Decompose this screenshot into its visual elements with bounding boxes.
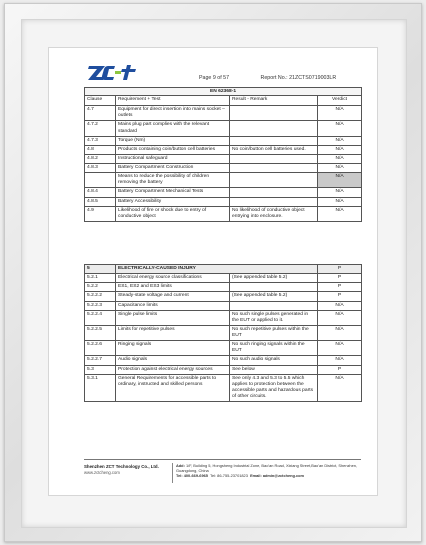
table-row: [85, 341, 362, 356]
requirements-table-clause-4: [84, 87, 362, 222]
clause-cell: 5.3.1: [85, 374, 116, 402]
requirements-table-clause-5: [84, 264, 362, 402]
clause-cell: 4.8.4: [85, 188, 116, 197]
result-cell: No such single pulses generated in the EUT or applied to it.: [230, 310, 318, 325]
result-cell: No such audio signals: [230, 356, 318, 365]
table-row: [85, 356, 362, 365]
requirement-cell: Products containing coin/button cell batteries: [116, 145, 230, 154]
requirement-cell: Equipment for direct insertion into mains socket – outlets: [116, 106, 230, 121]
result-cell: [230, 173, 318, 188]
zct-logo: [87, 63, 139, 83]
section-title: ELECTRICALLY-CAUSED INJURY: [116, 265, 318, 274]
verdict-cell: N/A: [318, 106, 362, 121]
table-row: [85, 365, 362, 374]
result-cell: (See appended table 5.2): [230, 292, 318, 301]
requirement-cell: Instructional safeguard: [116, 154, 230, 163]
section-clause: 5: [85, 265, 116, 274]
requirement-cell: General Requirements for accessible parts to ordinary, instructed and skilled persons: [116, 374, 230, 402]
report-number: Report No.: 21ZCTS0719003LR: [260, 75, 337, 81]
requirement-cell: Mains plug part complies with the relevant standard: [116, 121, 230, 136]
clause-cell: 5.2.1: [85, 274, 116, 283]
clause-cell: 4.8: [85, 145, 116, 154]
requirement-cell: Likelihood of fire or shock due to entry of conductive object: [116, 206, 230, 221]
table-row: [85, 374, 362, 402]
verdict-cell: N/A: [318, 325, 362, 340]
col-result: Result - Remark: [230, 96, 318, 106]
table-row: [85, 173, 362, 188]
verdict-cell: N/A: [318, 197, 362, 206]
footer-divider: [172, 463, 173, 483]
verdict-cell: P: [318, 292, 362, 301]
verdict-cell: N/A: [318, 206, 362, 221]
address-label: Add:: [176, 463, 185, 468]
col-verdict: Verdict: [318, 96, 362, 106]
clause-cell: [85, 173, 116, 188]
clause-cell: 5.2.2.3: [85, 301, 116, 310]
requirement-cell: Limits for repetitive pulses: [116, 325, 230, 340]
result-cell: [230, 121, 318, 136]
requirement-cell: ES1, ES2 and ES3 limits: [116, 283, 230, 292]
result-cell: See below: [230, 365, 318, 374]
clause-cell: 4.7: [85, 106, 116, 121]
result-cell: No likelihood of conductive object entrying into enclosure.: [230, 206, 318, 221]
verdict-cell: N/A: [318, 121, 362, 136]
result-cell: [230, 301, 318, 310]
clause-cell: 4.8.3: [85, 164, 116, 173]
table-row: [85, 121, 362, 136]
page-footer: [84, 459, 361, 489]
result-cell: [230, 154, 318, 163]
verdict-cell: N/A: [318, 173, 362, 188]
clause-cell: 5.2.2.6: [85, 341, 116, 356]
result-cell: See only 4.3 and 5.3 to 5.5 which applies to protection between the accessible parts and hazardous parts of other circuits.: [230, 374, 318, 402]
verdict-cell: N/A: [318, 154, 362, 163]
table-row: [85, 164, 362, 173]
company-website: www.zctcheng.com: [84, 470, 120, 475]
clause-cell: 4.7.2: [85, 121, 116, 136]
table-row: [85, 292, 362, 301]
section-row: [85, 265, 362, 274]
clause-cell: 5.2.2.2: [85, 292, 116, 301]
result-cell: No such repetitive pulses within the EUT: [230, 325, 318, 340]
page-header-info: [199, 75, 336, 81]
standard-title: EN 62368-1: [85, 88, 362, 96]
verdict-cell: N/A: [318, 356, 362, 365]
verdict-cell: N/A: [318, 145, 362, 154]
clause-cell: 4.8.2: [85, 154, 116, 163]
requirement-cell: Single pulse limits: [116, 310, 230, 325]
table-row: [85, 145, 362, 154]
result-cell: [230, 283, 318, 292]
table-row: [85, 188, 362, 197]
table-row: [85, 274, 362, 283]
address-text: 1/F, Building 5, Hongsheng Industrial Zone, Bao'an Road, Xixiang Street,Bao'an District, Shenzhen, Guangdong, China: [176, 463, 357, 474]
table-row: [85, 283, 362, 292]
requirement-cell: Torque (Nm): [116, 136, 230, 145]
email-address: Email: admin@zctcheng.com: [250, 473, 305, 479]
verdict-cell: N/A: [318, 188, 362, 197]
verdict-cell: P: [318, 274, 362, 283]
table-row: [85, 136, 362, 145]
result-cell: [230, 197, 318, 206]
table-row: [85, 106, 362, 121]
document-page: [48, 47, 378, 496]
verdict-cell: N/A: [318, 310, 362, 325]
result-cell: [230, 188, 318, 197]
clause-cell: 5.2.2.5: [85, 325, 116, 340]
table-row: [85, 206, 362, 221]
col-clause: Clause: [85, 96, 116, 106]
section-verdict: P: [318, 265, 362, 274]
result-cell: [230, 136, 318, 145]
footer-company-block: [84, 464, 174, 475]
requirement-cell: Ringing signals: [116, 341, 230, 356]
requirement-cell: Steady-state voltage and current: [116, 292, 230, 301]
verdict-cell: N/A: [318, 301, 362, 310]
fax-number: Tel: 86-755-23701823: [210, 473, 248, 479]
clause-cell: 4.8.5: [85, 197, 116, 206]
col-requirement: Requirement + Test: [116, 96, 230, 106]
requirement-cell: Protection against electrical energy sources: [116, 365, 230, 374]
result-cell: No coin/button cell batteries used.: [230, 145, 318, 154]
clause-cell: 5.2.2.4: [85, 310, 116, 325]
company-name: Shenzhen ZCT Technology Co., Ltd.: [84, 464, 159, 469]
result-cell: (See appended table 5.2): [230, 274, 318, 283]
verdict-cell: P: [318, 283, 362, 292]
page-number: Page 9 of 57: [199, 75, 230, 81]
table-row: [85, 325, 362, 340]
clause-cell: 5.2.2: [85, 283, 116, 292]
verdict-cell: N/A: [318, 136, 362, 145]
requirement-cell: Electrical energy source classifications: [116, 274, 230, 283]
requirement-cell: Battery Compartment Mechanical Tests: [116, 188, 230, 197]
clause-cell: 4.7.3: [85, 136, 116, 145]
requirement-cell: Means to reduce the possibility of children removing the battery: [116, 173, 230, 188]
result-cell: [230, 164, 318, 173]
verdict-cell: N/A: [318, 164, 362, 173]
verdict-cell: N/A: [318, 374, 362, 402]
verdict-cell: N/A: [318, 341, 362, 356]
table-row: [85, 154, 362, 163]
column-headers: [85, 96, 362, 106]
result-cell: No such ringing signals within the EUT: [230, 341, 318, 356]
requirement-cell: Audio signals: [116, 356, 230, 365]
clause-cell: 5.3: [85, 365, 116, 374]
table-row: [85, 301, 362, 310]
result-cell: [230, 106, 318, 121]
requirement-cell: Battery Accessibility: [116, 197, 230, 206]
tel-number: Tel: 400-669-6965: [176, 473, 208, 479]
clause-cell: 4.9: [85, 206, 116, 221]
clause-cell: 5.2.2.7: [85, 356, 116, 365]
table-row: [85, 310, 362, 325]
verdict-cell: P: [318, 365, 362, 374]
footer-contact-block: [176, 463, 361, 478]
requirement-cell: Battery Compartment Construction: [116, 164, 230, 173]
table-row: [85, 197, 362, 206]
requirement-cell: Capacitance limits: [116, 301, 230, 310]
